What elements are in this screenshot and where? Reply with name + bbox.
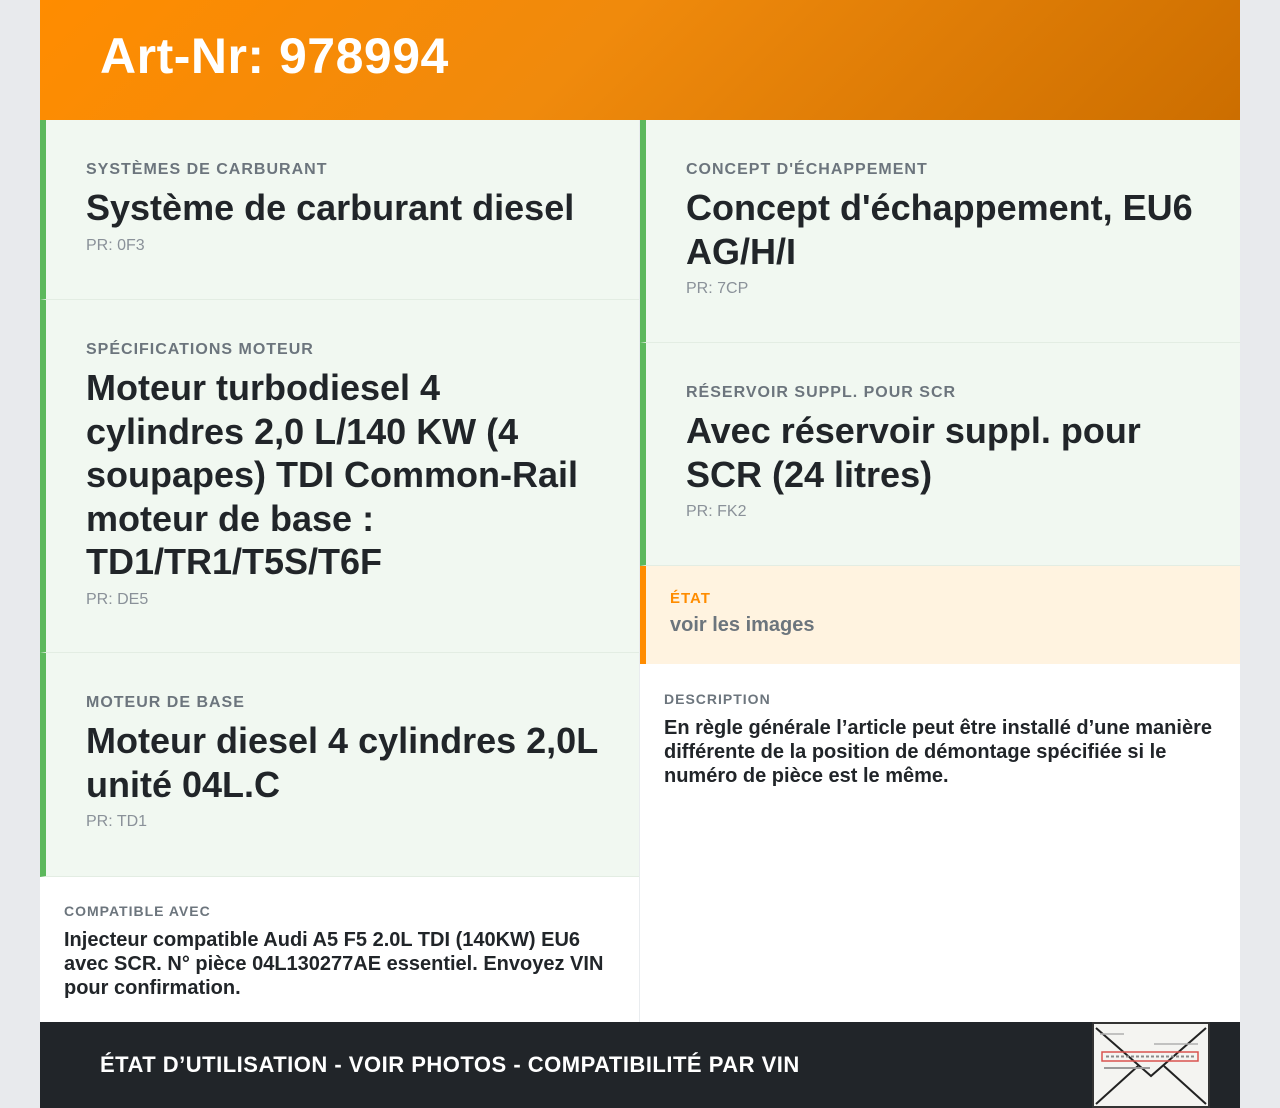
spec-engine	[40, 300, 639, 653]
spec-pr-code: PR: TD1	[86, 813, 148, 830]
right-column	[640, 120, 1240, 1022]
spec-label: RÉSERVOIR SUPPL. POUR SCR	[686, 384, 957, 401]
spec-scr-tank	[640, 343, 1240, 566]
header-banner	[40, 0, 1240, 120]
article-number-title: Art-Nr: 978994	[100, 28, 449, 84]
spec-value: Moteur turbodiesel 4 cylindres 2,0 L/140 KW (4 soupapes) TDI Common-Rail moteur de base : TD1/TR1/T5S/T6F	[86, 367, 579, 582]
state-value: voir les images	[670, 614, 815, 636]
spec-value: Système de carburant diesel	[86, 187, 575, 228]
footer-bar	[40, 1022, 1240, 1108]
spec-value: Concept d'échappement, EU6 AG/H/I	[686, 187, 1193, 272]
compatible-section	[64, 902, 615, 1000]
spec-pr-code: PR: DE5	[86, 590, 149, 608]
spec-exhaust	[640, 120, 1240, 343]
spec-pr-code: PR: 0F3	[86, 236, 145, 254]
spec-pr-code: PR: 7CP	[686, 280, 749, 297]
compatible-text: Injecteur compatible Audi A5 F5 2.0L TDI (140KW) EU6 avec SCR. N° pièce 04L130277AE essentiel. Envoyez VIN pour confirmation.	[64, 929, 604, 999]
spec-base-engine	[40, 653, 639, 877]
envelope-stamp-icon	[1092, 1022, 1210, 1108]
product-card	[40, 0, 1240, 1108]
state-label: ÉTAT	[670, 590, 711, 607]
state-callout	[640, 566, 1240, 664]
spec-fuel-system	[40, 120, 639, 300]
spec-label: CONCEPT D'ÉCHAPPEMENT	[686, 161, 928, 178]
compatible-label: COMPATIBLE AVEC	[64, 903, 211, 919]
description-section	[664, 690, 1216, 788]
description-text: En règle générale l’article peut être installé d’une manière différente de la position de démontage spécifiée si le numéro de pièce est le même.	[664, 717, 1212, 787]
spec-value: Avec réservoir suppl. pour SCR (24 litres)	[686, 410, 1141, 495]
spec-pr-code: PR: FK2	[686, 503, 747, 520]
spec-label: MOTEUR DE BASE	[86, 694, 245, 711]
footer-tagline: ÉTAT D’UTILISATION - VOIR PHOTOS - COMPATIBILITÉ PAR VIN	[100, 1052, 800, 1077]
spec-label: SPÉCIFICATIONS MOTEUR	[86, 341, 314, 358]
description-label: DESCRIPTION	[664, 691, 771, 707]
spec-value: Moteur diesel 4 cylindres 2,0L unité 04L.C	[86, 720, 598, 805]
left-column	[40, 120, 639, 1022]
spec-label: SYSTÈMES DE CARBURANT	[86, 161, 328, 178]
